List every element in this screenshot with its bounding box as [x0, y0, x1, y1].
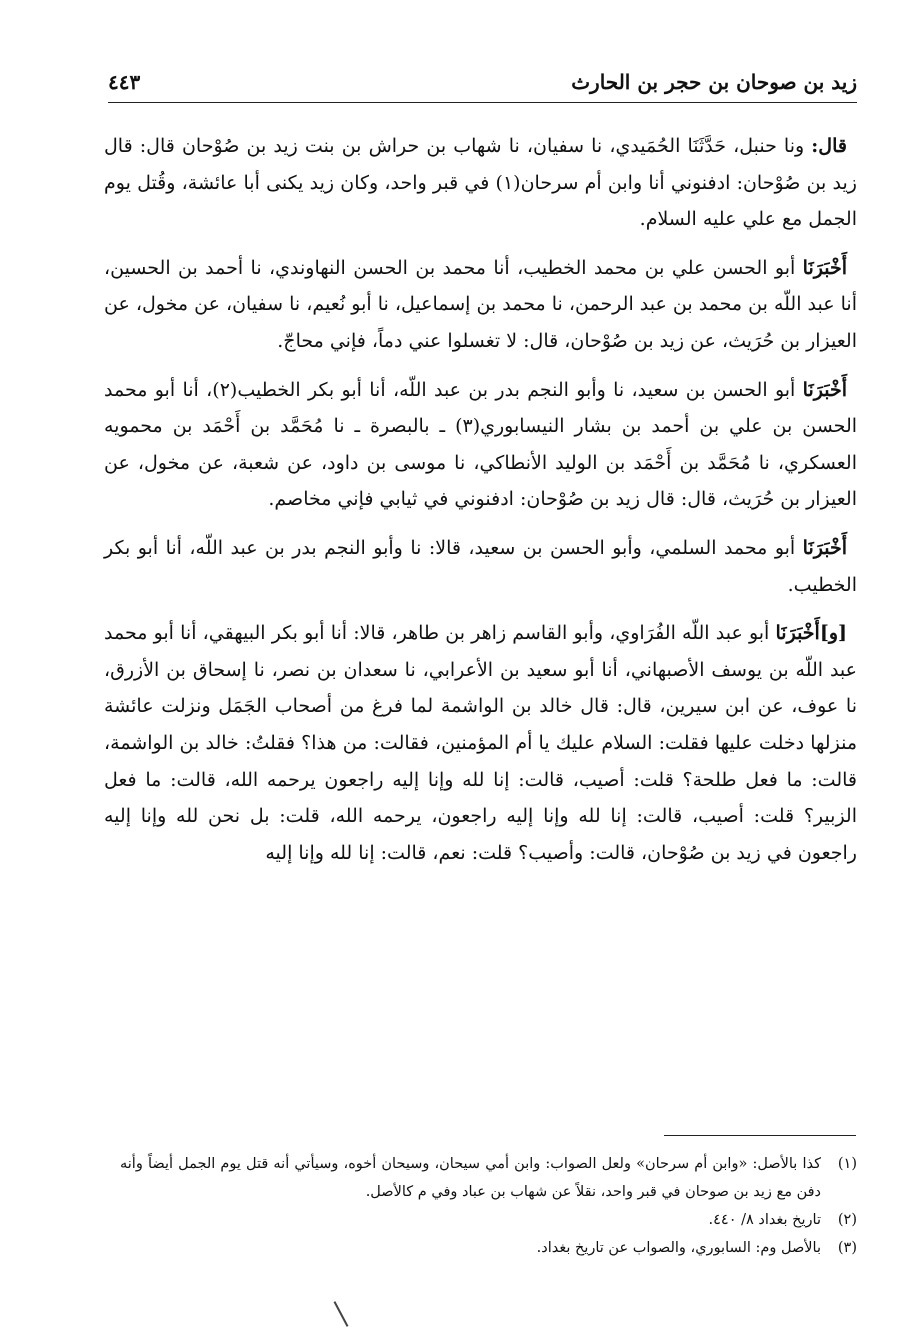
- paragraph-text: أبو الحسن علي بن محمد الخطيب، أنا محمد بن الحسن النهاوندي، نا أحمد بن الحسين، أنا عبد اللّه بن محمد بن عبد الرحمن، نا محمد بن إسماعيل، نا أبو نُعيم، نا سفيان، عن مخول، عن العيزار بن حُرَيث، عن زيد بن صُوْحان، قال: لا تغسلوا عني دماً، فإني محاجّ.: [104, 256, 857, 352]
- paragraph: [104, 615, 857, 871]
- paragraph-text: ونا حنبل، حَدَّثَنَا الحُمَيدي، نا سفيان، نا شهاب بن حراش بن بنت زيد بن صُوْحان قال: قال زيد بن صُوْحان: ادفنوني أنا وابن أم سرحان(١) في قبر واحد، وكان زيد يكنى أبا عائشة، وقُتل يوم الجمل مع علي عليه السلام.: [104, 135, 857, 231]
- footnote: [120, 1150, 857, 1206]
- footnote-number: (٢): [837, 1212, 857, 1228]
- paragraph-text: أبو عبد اللّه الفُرَاوي، وأبو القاسم زاهر بن طاهر، قالا: أنا أبو بكر البيهقي، أنا أبو محمد عبد اللّه بن يوسف الأصبهاني، أنا أبو سعيد بن الأعرابي، نا سعدان بن نصر، نا إسحاق بن الأزرق، نا عوف، عن ابن سيرين، قال: قال خالد بن الواشمة لما فرغ من أصحاب الجَمَل ونزلت عائشة منزلها دخلت عليها فقلت: السلام عليك يا أم المؤمنين، فقالت: من هذا؟ فقلتُ: خالد بن الواشمة، قالت: ما فعل طلحة؟ قلت: أصيب، قالت: إنا لله وإنا إليه راجعون يرحمه الله، قالت: ما فعل الزبير؟ قلت: أصيب، قالت: إنا لله وإنا إليه راجعون، يرحمه الله، قلت: بل نحن لله وإنا إليه راجعون في زيد بن صُوْحان، قالت: وأصيب؟ قلت: نعم، قالت: إنا لله وإنا إليه: [104, 622, 857, 864]
- running-header: [108, 62, 857, 103]
- footnote-text: تاريخ بغداد ٨/ ٤٤٠.: [708, 1212, 821, 1228]
- paragraph: [104, 250, 857, 360]
- paragraph-text: أبو الحسن بن سعيد، نا وأبو النجم بدر بن عبد اللّه، أنا أبو بكر الخطيب(٢)، أنا أبو محمد الحسن بن علي بن أحمد بن بشار النيسابوري(٣) ـ بالبصرة ـ نا مُحَمَّد بن أَحْمَد بن محمويه العسكري، نا مُحَمَّد بن أَحْمَد بن الوليد الأنطاكي، نا موسى بن داود، عن شعبة، عن مخول، عن العيزار بن حُرَيث، قال: قال زيد بن صُوْحان: ادفنوني في ثيابي فإني مخاصم.: [104, 378, 858, 511]
- paragraph-lead: أَخْبَرَنَا: [802, 256, 847, 279]
- footnote: [120, 1234, 857, 1262]
- paragraph-lead: [و]أَخْبَرَنَا: [775, 622, 847, 645]
- footnote-number: (١): [837, 1156, 857, 1172]
- paragraph: [104, 128, 857, 238]
- paragraph-lead: قال:: [811, 135, 847, 157]
- footnote-text: كذا بالأصل: «وابن أم سرحان» ولعل الصواب: وابن أمي سيحان، وسيحان أخوه، وسيأتي أنه قتل يوم الجمل أيضاً وأنه دفن مع زيد بن صوحان في قبر واحد، نقلاً عن شهاب بن عباد وفي م كالأصل.: [120, 1156, 821, 1200]
- paragraph-lead: أَخْبَرَنَا: [802, 378, 847, 401]
- paragraph-lead: أَخْبَرَنَا: [802, 536, 847, 559]
- footnote-number: (٣): [837, 1240, 857, 1256]
- footnote-text: بالأصل وم: السابوري، والصواب عن تاريخ بغداد.: [536, 1240, 821, 1256]
- page-number: ٤٤٣: [108, 70, 141, 94]
- footnotes: [120, 1150, 857, 1262]
- main-text: [104, 128, 857, 883]
- paragraph: [104, 530, 857, 603]
- stray-pen-mark: [334, 1301, 349, 1327]
- paragraph-text: أبو محمد السلمي، وأبو الحسن بن سعيد، قالا: نا وأبو النجم بدر بن عبد اللّه، أنا أبو بكر الخطيب.: [104, 536, 857, 596]
- paragraph: [104, 372, 857, 518]
- footnote-separator: [664, 1135, 856, 1136]
- footnote: [120, 1206, 857, 1234]
- page-title: زيد بن صوحان بن حجر بن الحارث: [571, 70, 857, 94]
